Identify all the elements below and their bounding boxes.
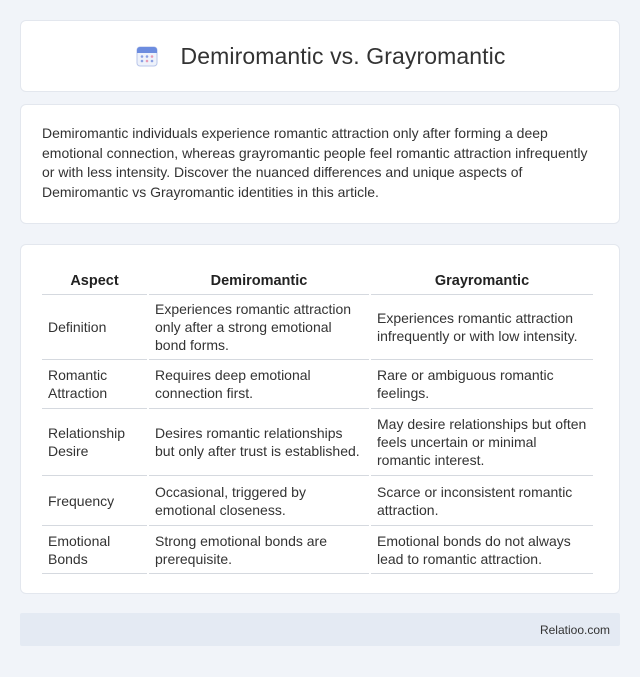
grayromantic-cell: Emotional bonds do not always lead to romantic attraction. — [371, 526, 593, 574]
aspect-cell: Frequency — [42, 476, 147, 526]
grayromantic-cell: May desire relationships but often feels uncertain or minimal romantic interest. — [371, 409, 593, 476]
table-header-row — [42, 265, 593, 295]
page-title: Demiromantic vs. Grayromantic — [180, 42, 506, 69]
table-row — [42, 295, 593, 360]
demiromantic-cell: Experiences romantic attraction only after a strong emotional bond forms. — [149, 295, 369, 360]
aspect-cell: Emotional Bonds — [42, 526, 147, 574]
demiromantic-cell: Strong emotional bonds are prerequisite. — [149, 526, 369, 574]
demiromantic-cell: Desires romantic relationships but only after trust is established. — [149, 409, 369, 476]
column-header-demiromantic: Demiromantic — [149, 265, 369, 295]
footer-brand: Relatioo.com — [539, 622, 610, 637]
intro-text: Demiromantic individuals experience romantic attraction only after forming a deep emotional connection, whereas grayromantic people feel romantic attraction infrequently or with less intensity. Discover the nuanced differences and unique aspects of Demiromantic vs Grayromantic identities in this article. — [42, 125, 588, 200]
aspect-cell: Relationship Desire — [42, 409, 147, 476]
calendar-icon — [135, 44, 159, 68]
title-card — [20, 20, 620, 92]
grayromantic-cell: Experiences romantic attraction infrequently or with low intensity. — [371, 295, 593, 360]
comparison-table — [40, 265, 595, 574]
table-row — [42, 409, 593, 476]
grayromantic-cell: Rare or ambiguous romantic feelings. — [371, 360, 593, 409]
grayromantic-cell: Scarce or inconsistent romantic attraction. — [371, 476, 593, 526]
comparison-card — [20, 244, 620, 594]
aspect-cell: Romantic Attraction — [42, 360, 147, 409]
aspect-cell: Definition — [42, 295, 147, 360]
intro-card — [20, 104, 620, 224]
table-row — [42, 526, 593, 574]
table-row — [42, 476, 593, 526]
footer — [20, 613, 620, 646]
column-header-grayromantic: Grayromantic — [371, 265, 593, 295]
table-row — [42, 360, 593, 409]
demiromantic-cell: Requires deep emotional connection first. — [149, 360, 369, 409]
column-header-aspect: Aspect — [42, 265, 147, 295]
demiromantic-cell: Occasional, triggered by emotional closeness. — [149, 476, 369, 526]
